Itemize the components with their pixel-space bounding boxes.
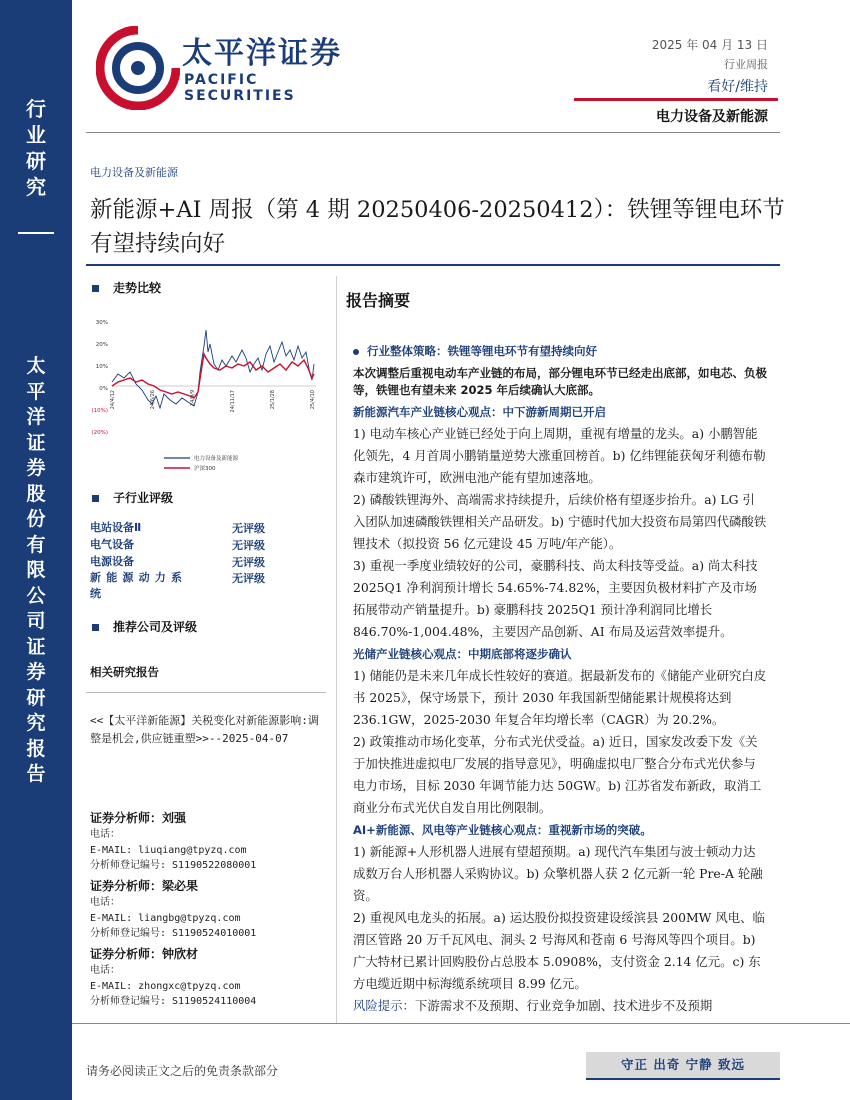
x-tick-label: 24/9/9 bbox=[190, 390, 196, 407]
analyst-reg-number: 分析师登记编号: S1190522080001 bbox=[90, 860, 257, 871]
ev-heading: 新能源汽车产业链核心观点：中下游新周期已开启 bbox=[353, 405, 606, 419]
sidebar-char: 业 bbox=[26, 123, 46, 147]
pv-point-1: 1) 储能仍是未来几年成长性较好的赛道。据最新发布的《储能产业研究白皮书 2025》，保守场景下，预计 2030 年我国新型储能累计规模将达到 236.1GW，2025-2030 年复合年均增长率（CAGR）为 20.2%。 bbox=[353, 668, 767, 727]
sidebar-divider bbox=[18, 232, 54, 234]
strategy-text-block bbox=[353, 365, 767, 398]
analyst-reg-number: 分析师登记编号: S1190524010001 bbox=[90, 928, 257, 939]
related-reports-rule bbox=[86, 692, 326, 693]
trend-heading-label: 走势比较 bbox=[113, 281, 162, 295]
analyst-card bbox=[90, 878, 330, 942]
square-bullet-icon bbox=[92, 285, 99, 292]
recommended-heading-label: 推荐公司及评级 bbox=[113, 620, 198, 634]
sidebar-char: 洋 bbox=[26, 406, 46, 428]
sub-industry-heading-label: 子行业评级 bbox=[113, 491, 174, 505]
strategy-text: 本次调整后重视电动车产业链的布局，部分锂电环节已经走出底部，如电芯、负极等，铁锂也有望未来 2025 年后续确认大底部。 bbox=[353, 366, 767, 397]
trend-heading bbox=[92, 279, 161, 296]
y-tick-label: (20%) bbox=[91, 430, 108, 436]
analyst-name: 证券分析师：刘强 bbox=[90, 811, 187, 825]
footer-rule bbox=[72, 1023, 850, 1024]
sub-industry-name: 新 能 源 动 力 系统 bbox=[90, 571, 182, 600]
analyst-name: 证券分析师：钟欣材 bbox=[90, 947, 199, 961]
y-tick-label: (10%) bbox=[91, 408, 108, 414]
analyst-email[interactable]: E-MAIL: liuqiang@tpyzq.com bbox=[90, 844, 247, 856]
sub-industry-rating: 无评级 bbox=[232, 572, 265, 585]
analyst-phone: 电话： bbox=[90, 897, 120, 908]
analyst-card bbox=[90, 810, 330, 874]
breadcrumb: 电力设备及新能源 bbox=[90, 166, 178, 179]
sidebar-char: 份 bbox=[26, 508, 46, 530]
square-bullet-icon bbox=[92, 624, 99, 631]
y-tick-label: 0% bbox=[99, 386, 108, 392]
sidebar-char: 报 bbox=[26, 737, 46, 760]
series-line-sector bbox=[112, 330, 314, 408]
y-tick-label: 10% bbox=[95, 364, 108, 370]
sub-industry-rating: 无评级 bbox=[232, 522, 265, 535]
x-tick-label: 24/6/26 bbox=[150, 390, 156, 410]
footer-disclaimer: 请务必阅读正文之后的免责条款部分 bbox=[86, 1064, 279, 1078]
trend-chart bbox=[86, 312, 326, 480]
sidebar-char: 究 bbox=[26, 175, 46, 199]
company-logo bbox=[96, 20, 366, 115]
pv-point-2: 2) 政策推动市场化变革，分布式光伏受益。a) 近日，国家发改委下发《关于加快推进虚拟电厂发展的指导意见》，明确虚拟电厂整合分布式光伏参与电力市场，目标 2030 年调节能力达 50GW。b) 江苏省发布新政，取消工商业分布式光伏自发自用比例限制。 bbox=[353, 734, 762, 815]
sidebar-char: 公 bbox=[26, 584, 46, 607]
logo-name-cn: 太平洋证券 bbox=[182, 36, 342, 71]
sub-industry-name: 电气设备 bbox=[90, 538, 134, 551]
footer-motto: 守正 出奇 宁静 致远 bbox=[586, 1052, 780, 1080]
analyst-phone: 电话： bbox=[90, 829, 120, 840]
ai-point-2: 2) 重视风电龙头的拓展。a) 运达股份拟投资建设绥滨县 200MW 风电、临渭区管路 20 万千瓦风电、洞头 2 号海风和苍南 6 号海风等四个项目。b) 广大特材已累计回购股份占总股本 5.0908%，支付资金 2.14 亿元。c) 东方电缆近期中标海缆系统项目 8.99 亿元。 bbox=[353, 910, 765, 991]
analyst-email[interactable]: E-MAIL: zhongxc@tpyzq.com bbox=[90, 980, 241, 992]
industry-rating: 看好/维持 bbox=[707, 79, 768, 95]
sidebar-char: 券 bbox=[26, 457, 46, 479]
sidebar-char: 究 bbox=[26, 712, 46, 734]
sidebar-char: 司 bbox=[26, 610, 46, 632]
logo-mark-icon bbox=[96, 26, 180, 110]
risk-label: 风险提示： bbox=[353, 998, 415, 1013]
square-bullet-icon bbox=[92, 495, 99, 502]
analyst-card bbox=[90, 946, 330, 1010]
sub-industry-rating: 无评级 bbox=[232, 539, 265, 552]
y-tick-label: 20% bbox=[95, 342, 108, 348]
sub-industry-heading bbox=[92, 489, 173, 506]
risk-text: 下游需求不及预期、行业竞争加剧、技术进步不及预期 bbox=[414, 998, 713, 1013]
recommended-heading bbox=[92, 618, 197, 635]
x-tick-label: 24/11/17 bbox=[230, 390, 236, 413]
sidebar-char: 证 bbox=[26, 431, 46, 454]
sub-industry-name: 电源设备 bbox=[90, 555, 134, 568]
ev-point-1: 1) 电动车核心产业链已经处于向上周期，重视有增量的龙头。a) 小鹏智能化领先，4 月首周小鹏销量逆势大涨重回榜首。b) 亿纬锂能获匈牙利德布勒森市建筑许可，欧洲电池产能有望加速落地。 bbox=[353, 426, 766, 485]
x-tick-label: 25/4/10 bbox=[310, 390, 316, 410]
sidebar-report-type bbox=[0, 96, 72, 200]
ai-point-1: 1) 新能源+人形机器人进展有望超预期。a) 现代汽车集团与波士顿动力达成数万台人形机器人采购协议。b) 众擎机器人获 2 亿元新一轮 Pre-A 轮融资。 bbox=[353, 844, 763, 903]
header-rule bbox=[86, 132, 780, 133]
ev-section bbox=[353, 401, 767, 1017]
analyst-name: 证券分析师：梁必果 bbox=[90, 879, 199, 893]
chart-legend bbox=[164, 454, 239, 472]
rating-underline bbox=[574, 98, 778, 101]
sidebar-char: 太 bbox=[26, 355, 46, 377]
strategy-bullet bbox=[353, 340, 767, 362]
legend-label-csi300: 沪深300 bbox=[194, 466, 216, 472]
x-tick-label: 24/4/12 bbox=[110, 390, 116, 410]
sidebar-char: 证 bbox=[26, 635, 46, 658]
related-report-link[interactable]: <<【太平洋新能源】关税变化对新能源影响:调整是机会,供应链重塑>>--2025-04-07 bbox=[90, 714, 319, 745]
y-tick-label: 30% bbox=[95, 320, 108, 326]
logo-name-en: PACIFIC SECURITIES bbox=[184, 72, 296, 104]
chart-y-axis bbox=[91, 320, 108, 436]
risk-line bbox=[353, 995, 767, 1017]
circle-bullet-icon bbox=[353, 349, 359, 355]
sidebar-char: 有 bbox=[26, 533, 46, 556]
ai-heading: AI+新能源、风电等产业链核心观点：重视新市场的突破。 bbox=[353, 823, 652, 837]
sidebar-char: 研 bbox=[26, 149, 46, 173]
page-title: 新能源+AI 周报（第 4 期 20250406-20250412）：铁锂等锂电环节有望持续向好 bbox=[90, 197, 785, 257]
report-date: 2025 年 04 月 13 日 bbox=[651, 38, 768, 52]
sidebar-char: 告 bbox=[26, 763, 46, 785]
pv-heading: 光储产业链核心观点：中期底部将逐步确认 bbox=[353, 647, 572, 661]
left-sidebar bbox=[0, 0, 72, 1100]
header-sector: 电力设备及新能源 bbox=[656, 109, 768, 125]
chart-x-axis bbox=[110, 390, 316, 412]
analyst-email[interactable]: E-MAIL: liangbg@tpyzq.com bbox=[90, 912, 241, 924]
x-tick-label: 25/1/28 bbox=[270, 390, 276, 410]
sidebar-char: 限 bbox=[26, 559, 46, 581]
report-type: 行业周报 bbox=[724, 58, 768, 71]
analyst-reg-number: 分析师登记编号: S1190524110004 bbox=[90, 996, 257, 1007]
title-rule bbox=[86, 264, 780, 266]
sidebar-char: 平 bbox=[26, 380, 46, 403]
ev-point-2: 2) 磷酸铁锂海外、高端需求持续提升，后续价格有望逐步抬升。a) LG 引入团队加速磷酸铁锂相关产品研发。b) 宁德时代加大投资布局第四代磷酸铁锂技术（拟投资 56 亿元建设 45 万吨/年产能）。 bbox=[353, 492, 767, 551]
sidebar-char: 研 bbox=[26, 686, 46, 709]
sidebar-char: 行 bbox=[26, 97, 46, 121]
sidebar-company-name bbox=[0, 354, 72, 788]
ev-point-3: 3) 重视一季度业绩较好的公司，豪鹏科技、尚太科技等受益。a) 尚太科技 2025Q1 净利润预计增长 54.65%-74.82%，主要因负极材料扩产及市场拓展带动产销量提升。b) 豪鹏科技 2025Q1 预计净利润同比增长 846.70%-1,004.48%，主要因产品创新、AI 布局及运营效率提升。 bbox=[353, 558, 758, 639]
sub-industry-name: 电站设备Ⅱ bbox=[90, 521, 142, 534]
related-reports-heading: 相关研究报告 bbox=[90, 665, 159, 679]
summary-heading: 报告摘要 bbox=[346, 291, 411, 310]
sidebar-char: 券 bbox=[26, 661, 46, 683]
column-divider bbox=[336, 276, 337, 1024]
strategy-bullet-text: 行业整体策略：铁锂等锂电环节有望持续向好 bbox=[367, 344, 597, 358]
sidebar-char: 股 bbox=[26, 482, 46, 505]
legend-label-sector: 电力设备及新能源 bbox=[194, 456, 239, 462]
analyst-phone: 电话： bbox=[90, 965, 120, 976]
sub-industry-rating: 无评级 bbox=[232, 556, 265, 569]
